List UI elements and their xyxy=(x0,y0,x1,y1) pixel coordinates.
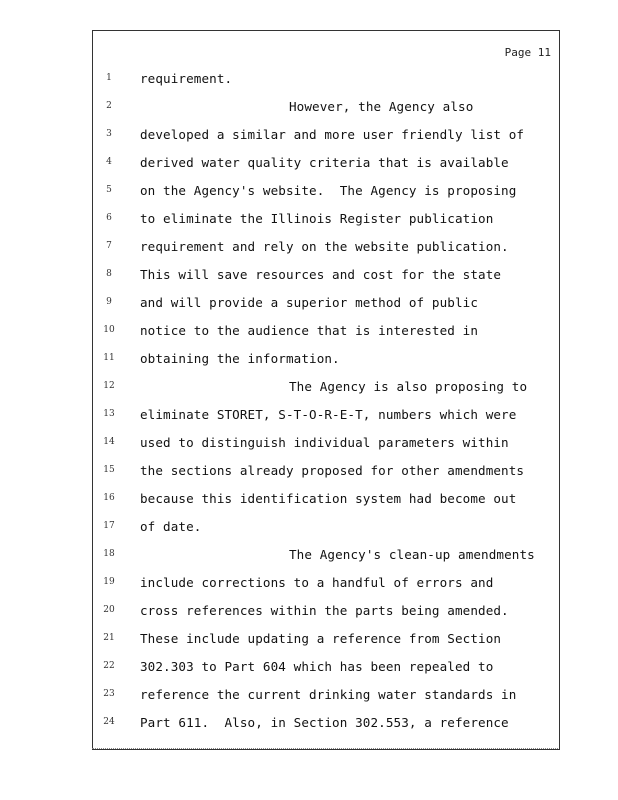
line-number: 16 xyxy=(103,493,115,503)
transcript-line: The Agency is also proposing to xyxy=(289,379,528,394)
transcript-line: requirement and rely on the website publication. xyxy=(140,239,509,254)
line-number: 23 xyxy=(103,689,115,699)
line-number: 2 xyxy=(106,101,112,111)
transcript-line: obtaining the information. xyxy=(140,351,340,366)
line-number: 8 xyxy=(106,269,112,279)
scan-edge xyxy=(92,748,558,753)
transcript-line: and will provide a superior method of public xyxy=(140,295,479,310)
line-number: 7 xyxy=(106,241,112,251)
transcript-line: the sections already proposed for other amendments xyxy=(140,463,525,478)
transcript-line: The Agency's clean-up amendments xyxy=(289,547,535,562)
line-number: 14 xyxy=(103,437,115,447)
transcript-line: derived water quality criteria that is available xyxy=(140,155,509,170)
line-number: 21 xyxy=(103,633,115,643)
transcript-line: This will save resources and cost for the state xyxy=(140,267,502,282)
transcript-line: on the Agency's website. The Agency is proposing xyxy=(140,183,517,198)
transcript-line: Part 611. Also, in Section 302.553, a reference xyxy=(140,715,509,730)
transcript-line: reference the current drinking water standards in xyxy=(140,687,517,702)
line-number: 3 xyxy=(106,129,112,139)
line-number: 6 xyxy=(106,213,112,223)
line-number: 5 xyxy=(106,185,112,195)
line-number: 12 xyxy=(103,381,115,391)
line-number: 10 xyxy=(103,325,115,335)
line-number: 22 xyxy=(103,661,115,671)
page-number: Page 11 xyxy=(504,46,551,59)
transcript-line: requirement. xyxy=(140,71,233,86)
transcript-line: used to distinguish individual parameters within xyxy=(140,435,509,450)
transcript-line: 302.303 to Part 604 which has been repealed to xyxy=(140,659,494,674)
line-number: 1 xyxy=(106,73,112,83)
transcript-line: These include updating a reference from Section xyxy=(140,631,502,646)
transcript-line: eliminate STORET, S-T-O-R-E-T, numbers which were xyxy=(140,407,517,422)
line-number: 18 xyxy=(103,549,115,559)
transcript-line: However, the Agency also xyxy=(289,99,474,114)
transcript-line: because this identification system had become out xyxy=(140,491,517,506)
line-number: 9 xyxy=(106,297,112,307)
line-number: 19 xyxy=(103,577,115,587)
transcript-line: notice to the audience that is interested in xyxy=(140,323,479,338)
transcript-line: to eliminate the Illinois Register publication xyxy=(140,211,494,226)
transcript-line: developed a similar and more user friendly list of xyxy=(140,127,525,142)
line-number: 15 xyxy=(103,465,115,475)
line-number: 17 xyxy=(103,521,115,531)
line-number: 24 xyxy=(103,717,115,727)
line-number: 11 xyxy=(103,353,115,363)
line-number: 13 xyxy=(103,409,115,419)
line-number: 20 xyxy=(103,605,115,615)
transcript-line: include corrections to a handful of errors and xyxy=(140,575,494,590)
transcript-line: cross references within the parts being amended. xyxy=(140,603,509,618)
transcript-line: of date. xyxy=(140,519,202,534)
line-number: 4 xyxy=(106,157,112,167)
